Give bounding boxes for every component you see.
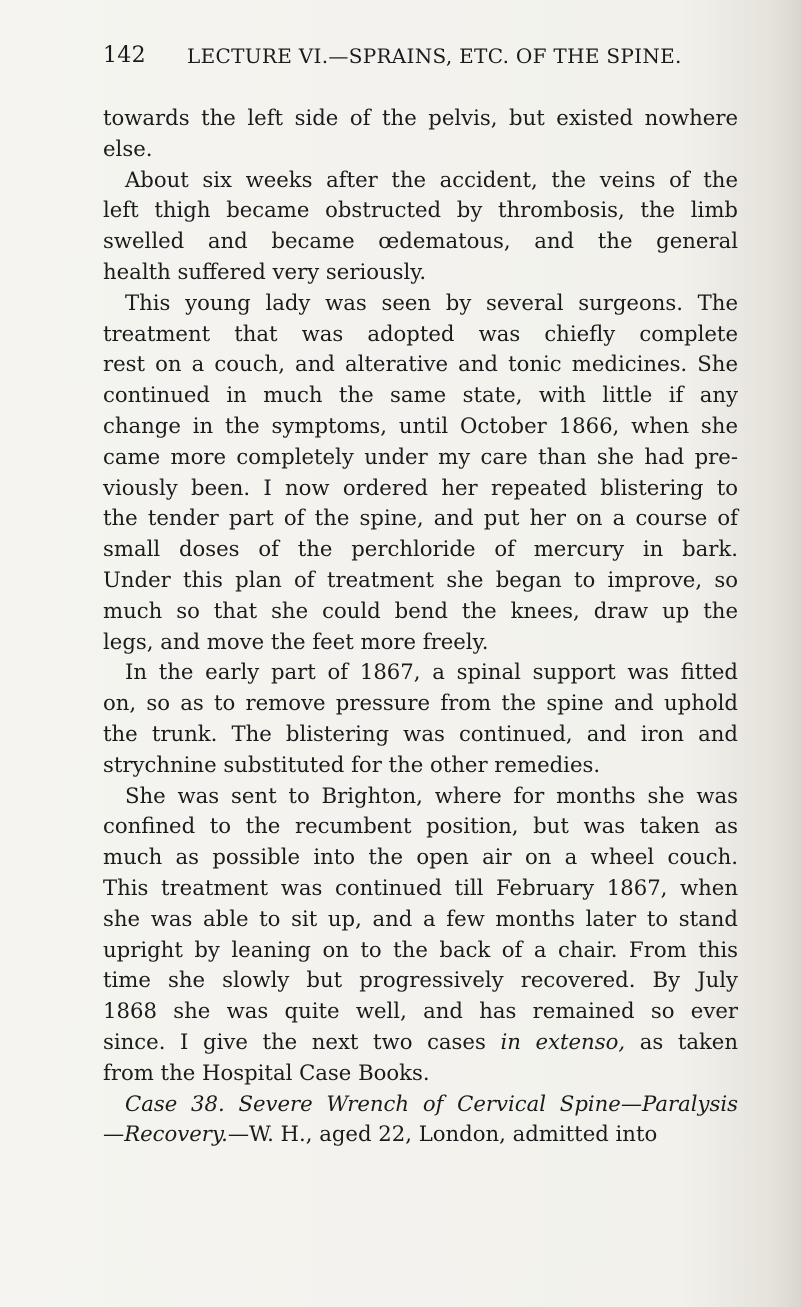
text-segment: —W. H., aged 22, London, admitted into <box>227 1121 658 1147</box>
text-line: the trunk. The blistering was continued, and iron and <box>103 720 738 746</box>
page-number: 142 <box>103 43 146 68</box>
running-header <box>103 43 723 68</box>
text-line: the tender part of the spine, and put her on a course of <box>103 505 738 531</box>
text-line: much as possible into the open air on a wheel couch. <box>103 844 738 870</box>
text-line: continued in much the same state, with little if any <box>103 382 738 408</box>
running-title: LECTURE VI.—SPRAINS, ETC. OF THE SPINE. <box>187 44 682 68</box>
text-line: legs, and move the feet more freely. <box>103 628 489 654</box>
italic-phrase: in extenso, <box>500 1028 626 1054</box>
text-line: confined to the recumbent position, but was taken as <box>103 813 738 839</box>
text-segment: as taken <box>639 1028 738 1054</box>
case-title-continued: —Recovery. <box>103 1121 228 1147</box>
text-line: strychnine substituted for the other remedies. <box>103 751 601 777</box>
text-line <box>103 1119 738 1150</box>
body-text <box>103 103 738 1150</box>
case-heading-line <box>103 1089 738 1120</box>
text-line: on, so as to remove pressure from the spine and uphold <box>103 690 738 716</box>
text-line: viously been. I now ordered her repeated blistering to <box>103 474 738 500</box>
text-line: else. <box>103 135 153 161</box>
text-line: from the Hospital Case Books. <box>103 1059 430 1085</box>
text-line: she was able to sit up, and a few months later to stand <box>103 905 738 931</box>
text-line: much so that she could bend the knees, draw up the <box>103 597 738 623</box>
text-line: 1868 she was quite well, and has remained so ever <box>103 998 738 1024</box>
text-line: Under this plan of treatment she began to improve, so <box>103 566 738 592</box>
text-line: small doses of the perchloride of mercury in bark. <box>103 536 738 562</box>
text-line: swelled and became œdematous, and the general <box>103 228 738 254</box>
text-line: This treatment was continued till February 1867, when <box>103 874 738 900</box>
text-line: time she slowly but progressively recovered. By July <box>103 967 738 993</box>
text-line: towards the left side of the pelvis, but existed nowhere <box>103 105 738 130</box>
text-line: left thigh became obstructed by thrombosis, the limb <box>103 197 738 223</box>
text-line: rest on a couch, and alterative and tonic medicines. She <box>103 351 738 377</box>
text-line: came more completely under my care than she had pre- <box>103 443 738 469</box>
text-line: upright by leaning on to the back of a chair. From this <box>103 936 738 962</box>
case-title: Severe Wrench of Cervical Spine—Paralysis <box>238 1090 738 1116</box>
text-line: About six weeks after the accident, the veins of the <box>125 166 738 192</box>
text-line: health suffered very seriously. <box>103 258 427 284</box>
case-number: Case 38. <box>125 1090 225 1116</box>
text-line: In the early part of 1867, a spinal support was fitted <box>125 659 738 685</box>
text-line <box>103 1027 738 1058</box>
text-line: She was sent to Brighton, where for months she was <box>125 782 738 808</box>
text-line: This young lady was seen by several surgeons. The <box>125 289 738 315</box>
text-line: change in the symptoms, until October 1866, when she <box>103 412 738 438</box>
text-line: treatment that was adopted was chiefly complete <box>103 320 738 346</box>
text-segment: since. I give the next two cases <box>103 1028 486 1054</box>
